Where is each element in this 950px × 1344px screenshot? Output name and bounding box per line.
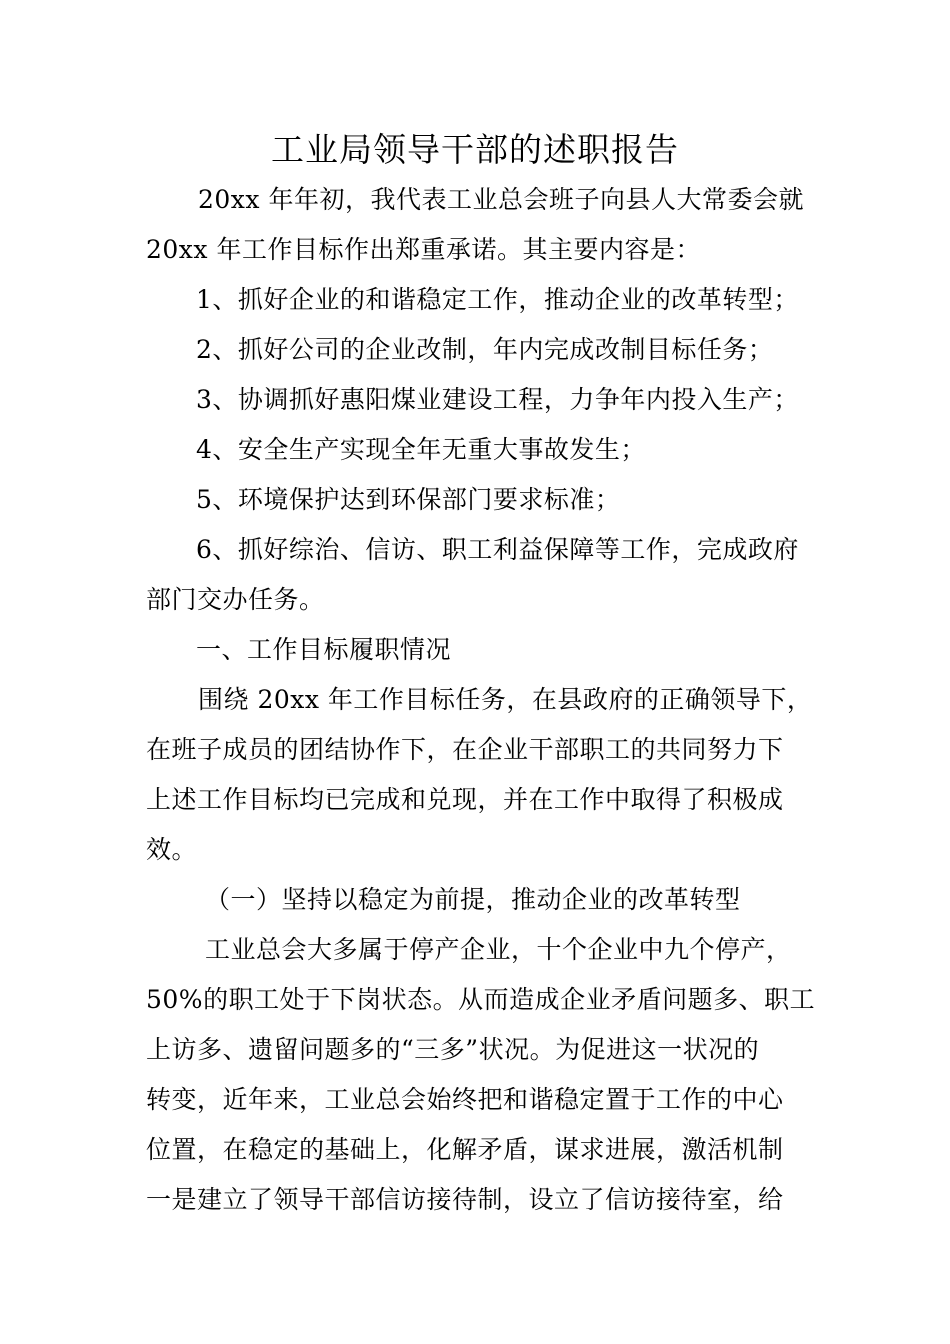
document-title: 工业局领导干部的述职报告 xyxy=(271,130,679,169)
list-item: 4、安全生产实现全年无重大事故发生； xyxy=(196,435,646,464)
paragraph-line: 上访多、遗留问题多的“三多”状况。为促进这一状况的 xyxy=(146,1035,760,1064)
list-item: 5、环境保护达到环保部门要求标准； xyxy=(196,485,621,514)
paragraph-line: 在班子成员的团结协作下，在企业干部职工的共同努力下 xyxy=(146,735,784,764)
subsection-heading: （一）坚持以稳定为前提，推动企业的改革转型 xyxy=(205,885,741,914)
paragraph-line: 上述工作目标均已完成和兑现，并在工作中取得了积极成 xyxy=(146,785,784,814)
paragraph-line: 工业总会大多属于停产企业，十个企业中九个停产， xyxy=(205,935,792,964)
paragraph-line: 围绕 20xx 年工作目标任务，在县政府的正确领导下， xyxy=(198,685,813,714)
list-item: 6、抓好综治、信访、职工利益保障等工作，完成政府 xyxy=(196,535,799,564)
list-item: 2、抓好公司的企业改制，年内完成改制目标任务； xyxy=(196,335,774,364)
paragraph-line: 部门交办任务。 xyxy=(146,585,325,614)
paragraph-line: 位置，在稳定的基础上，化解矛盾，谋求进展，激活机制 xyxy=(146,1135,784,1164)
paragraph-line: 一是建立了领导干部信访接待制，设立了信访接待室，给 xyxy=(146,1185,784,1214)
paragraph-line: 20xx 年工作目标作出郑重承诺。其主要内容是： xyxy=(146,235,701,264)
list-item: 1、抓好企业的和谐稳定工作，推动企业的改革转型； xyxy=(196,285,799,314)
paragraph-line: 50%的职工处于下岗状态。从而造成企业矛盾问题多、职工 xyxy=(146,985,816,1014)
paragraph-line: 20xx 年年初，我代表工业总会班子向县人大常委会就 xyxy=(198,185,804,214)
paragraph-line: 效。 xyxy=(146,835,198,864)
list-item: 3、协调抓好惠阳煤业建设工程，力争年内投入生产； xyxy=(196,385,799,414)
section-heading: 一、工作目标履职情况 xyxy=(196,635,452,664)
paragraph-line: 转变，近年来，工业总会始终把和谐稳定置于工作的中心 xyxy=(146,1085,784,1114)
